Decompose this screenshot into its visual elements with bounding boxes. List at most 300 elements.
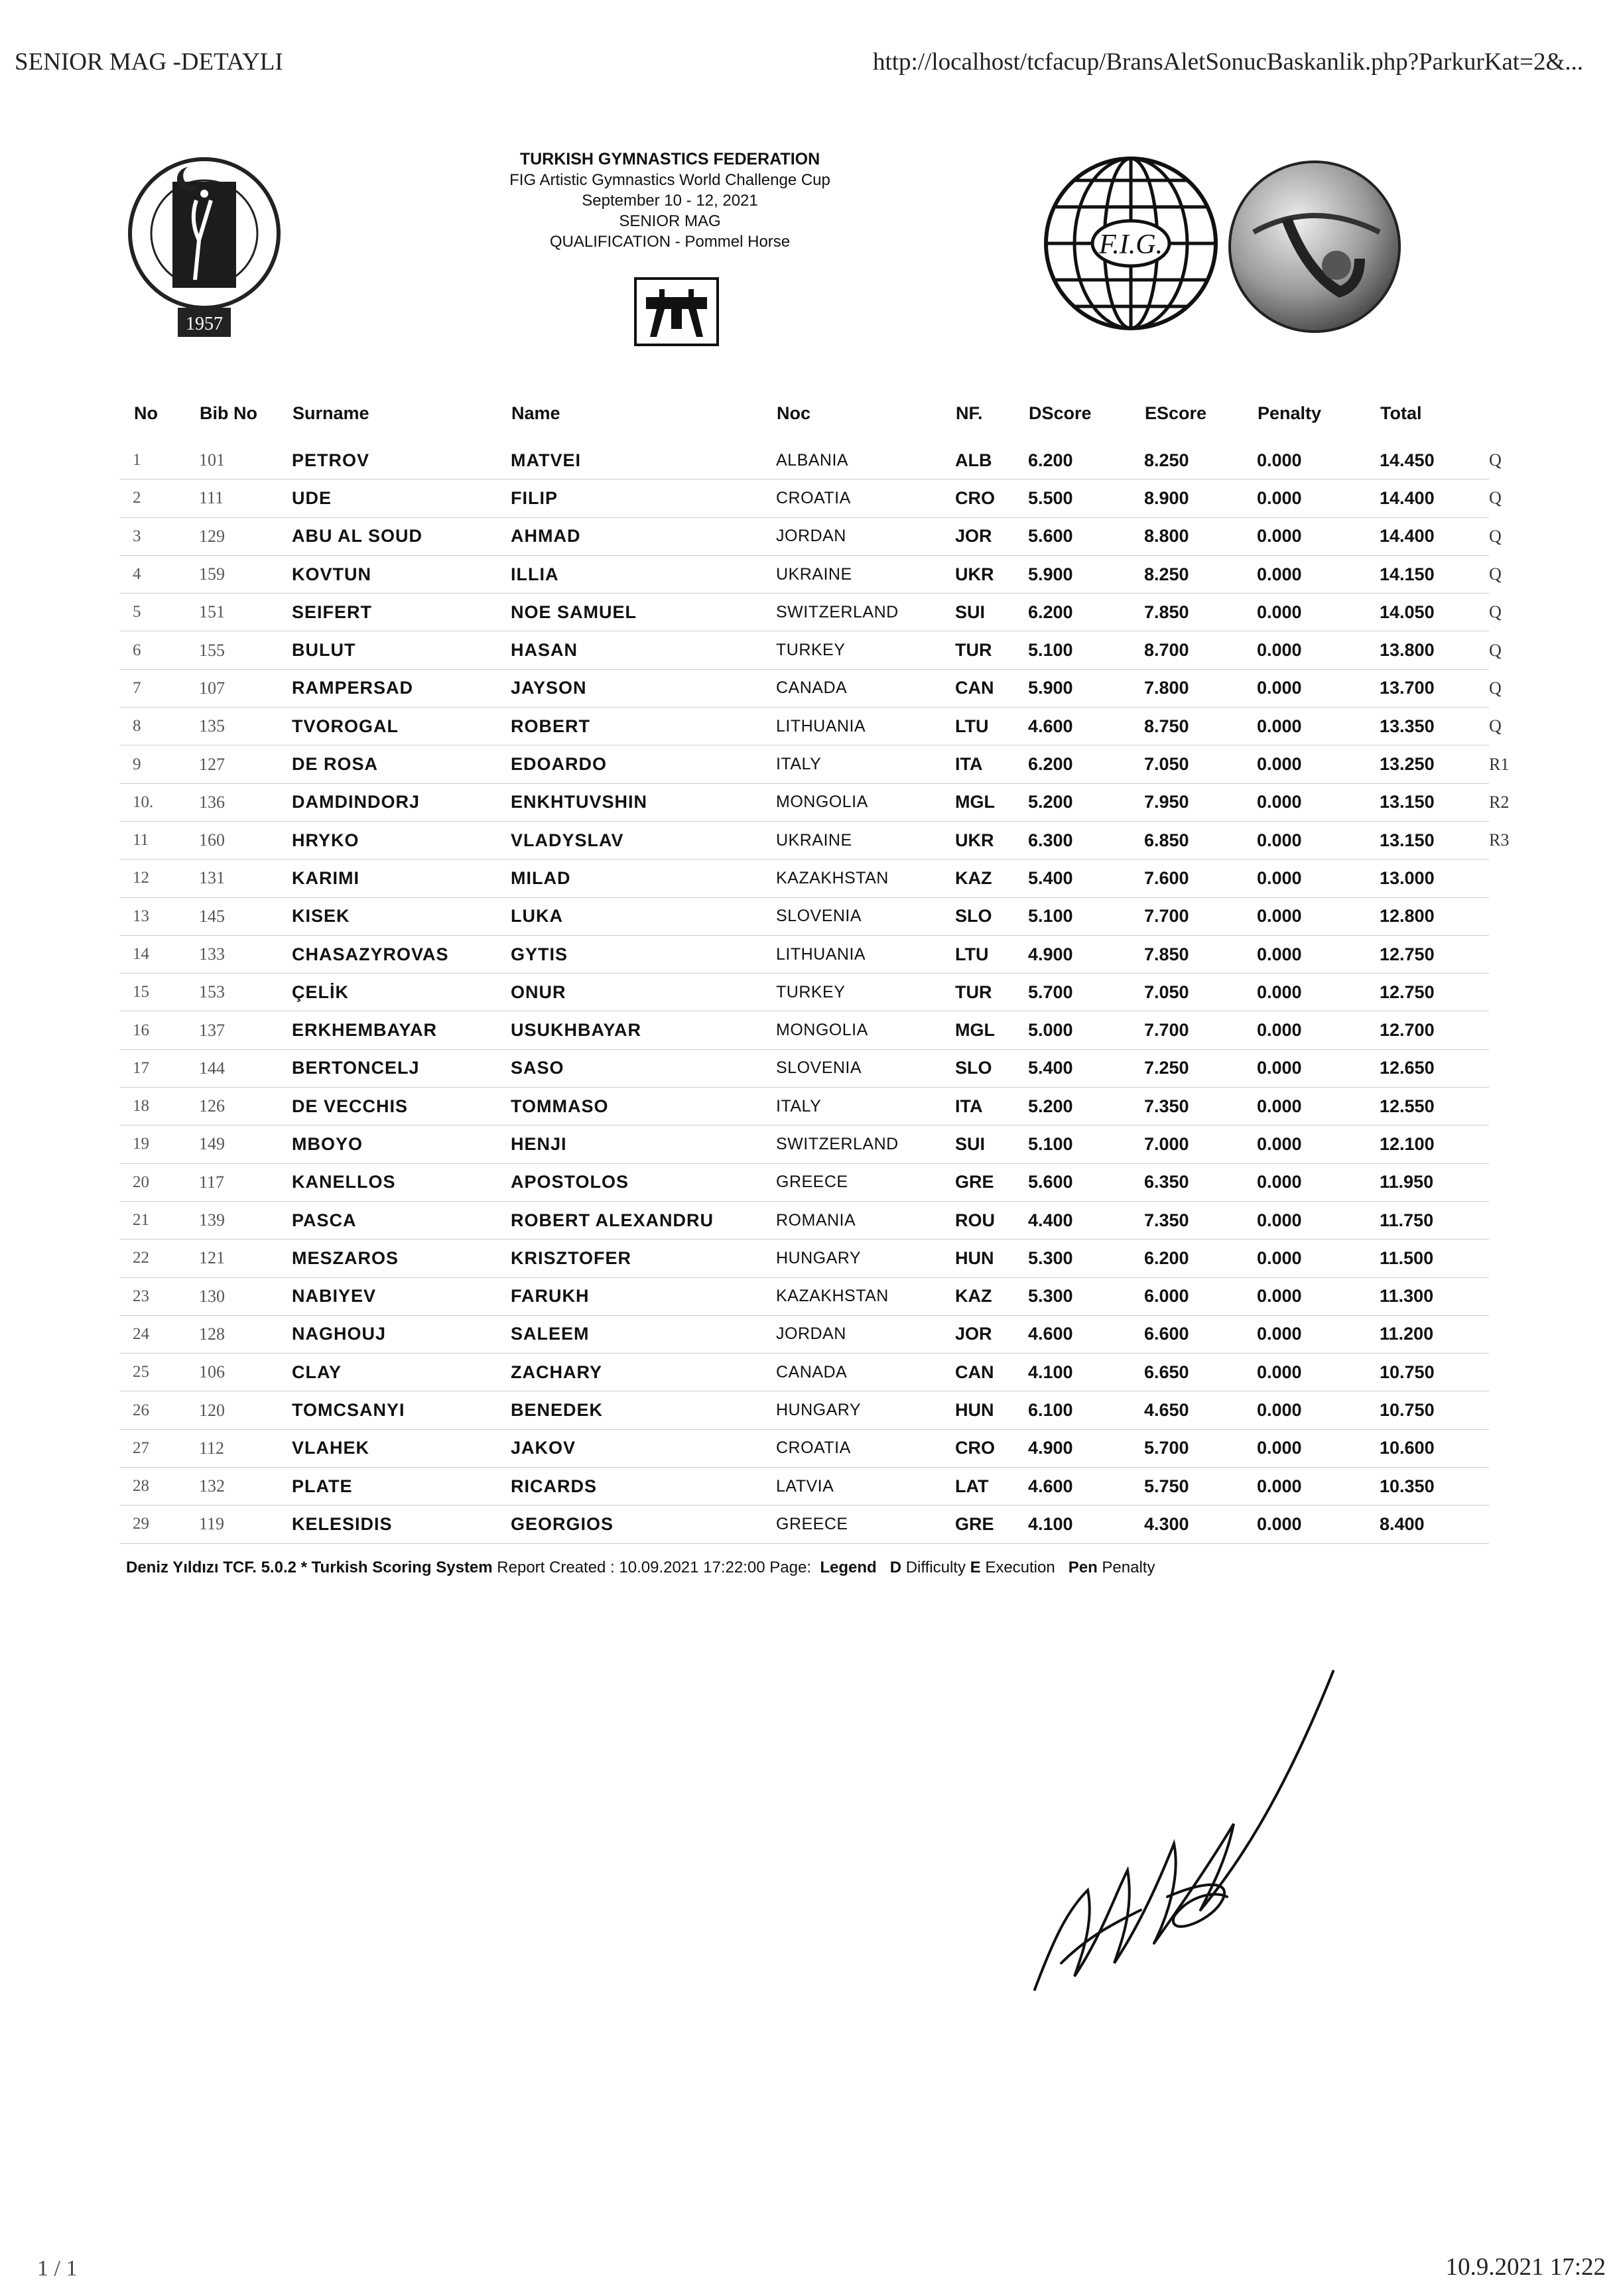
- cell-total: 12.750: [1380, 935, 1489, 973]
- cell-bib: 137: [199, 1011, 292, 1049]
- cell-dscore: 6.300: [1028, 821, 1144, 859]
- cell-name: SALEEM: [511, 1315, 776, 1353]
- cell-noc: GREECE: [776, 1505, 955, 1543]
- cell-name: TOMMASO: [511, 1088, 776, 1125]
- cell-surname: ÇELİK: [292, 974, 511, 1011]
- cell-penalty: 0.000: [1257, 974, 1380, 1011]
- cell-penalty: 0.000: [1257, 1315, 1380, 1353]
- cell-no: 3: [119, 517, 199, 555]
- cell-bib: 127: [199, 745, 292, 783]
- cell-penalty: 0.000: [1257, 442, 1380, 479]
- table-row: [119, 1468, 1522, 1505]
- cell-noc: ITALY: [776, 745, 955, 783]
- tcf-logo-year: 1957: [186, 314, 223, 334]
- cell-no: 4: [119, 555, 199, 593]
- cell-nf: LTU: [955, 935, 1028, 973]
- cell-nf: MGL: [955, 783, 1028, 821]
- cell-surname: MBOYO: [292, 1125, 511, 1163]
- cell-name: MILAD: [511, 860, 776, 897]
- cell-surname: DAMDINDORJ: [292, 783, 511, 821]
- cell-surname: UDE: [292, 479, 511, 517]
- footer-e-code: E: [970, 1559, 981, 1576]
- cell-qualification: [1489, 860, 1522, 897]
- cell-no: 14: [119, 935, 199, 973]
- pommel-horse-icon: [634, 277, 719, 346]
- report-footer: [126, 1559, 1155, 1577]
- cell-nf: KAZ: [955, 860, 1028, 897]
- cell-noc: CANADA: [776, 1354, 955, 1391]
- cell-name: ROBERT: [511, 708, 776, 745]
- cell-qualification: [1489, 1277, 1522, 1315]
- cell-no: 24: [119, 1315, 199, 1353]
- tcf-logo: [125, 154, 284, 348]
- cell-no: 20: [119, 1163, 199, 1201]
- table-row: [119, 1391, 1522, 1429]
- handwritten-signature: [1015, 1658, 1386, 2003]
- cell-penalty: 0.000: [1257, 1429, 1380, 1467]
- cell-nf: ITA: [955, 1088, 1028, 1125]
- fig-logo: [1041, 154, 1220, 333]
- cell-surname: KARIMI: [292, 860, 511, 897]
- cell-penalty: 0.000: [1257, 1505, 1380, 1543]
- cell-escore: 6.600: [1144, 1315, 1257, 1353]
- cell-dscore: 6.100: [1028, 1391, 1144, 1429]
- cell-name: AHMAD: [511, 517, 776, 555]
- cell-penalty: 0.000: [1257, 1163, 1380, 1201]
- cell-noc: GREECE: [776, 1163, 955, 1201]
- cell-dscore: 5.100: [1028, 897, 1144, 935]
- cell-escore: 7.050: [1144, 974, 1257, 1011]
- footer-d-text: Difficulty: [905, 1559, 966, 1576]
- cell-name: MATVEI: [511, 442, 776, 479]
- report-header: [398, 149, 942, 252]
- table-row: [119, 897, 1522, 935]
- table-row: [119, 1011, 1522, 1049]
- cell-nf: HUN: [955, 1391, 1028, 1429]
- cell-dscore: 5.100: [1028, 631, 1144, 669]
- federation-title: TURKISH GYMNASTICS FEDERATION: [519, 150, 820, 168]
- table-row: [119, 1354, 1522, 1391]
- footer-pen-code: Pen: [1068, 1559, 1098, 1576]
- cell-surname: RAMPERSAD: [292, 669, 511, 707]
- cell-dscore: 5.700: [1028, 974, 1144, 1011]
- cell-bib: 151: [199, 594, 292, 631]
- cell-total: 13.150: [1380, 821, 1489, 859]
- cell-nf: UKR: [955, 821, 1028, 859]
- cell-total: 14.050: [1380, 594, 1489, 631]
- cell-nf: ITA: [955, 745, 1028, 783]
- cell-penalty: 0.000: [1257, 821, 1380, 859]
- cell-nf: KAZ: [955, 1277, 1028, 1315]
- footer-software: Deniz Yıldızı TCF. 5.0.2: [126, 1559, 296, 1576]
- browser-datetime: 10.9.2021 17:22: [1445, 2254, 1606, 2281]
- cell-nf: ALB: [955, 442, 1028, 479]
- phase-label: QUALIFICATION - Pommel Horse: [549, 233, 791, 251]
- cell-total: 14.400: [1380, 479, 1489, 517]
- cell-surname: KANELLOS: [292, 1163, 511, 1201]
- cell-no: 1: [119, 442, 199, 479]
- cell-bib: 128: [199, 1315, 292, 1353]
- cell-surname: TVOROGAL: [292, 708, 511, 745]
- cell-escore: 7.600: [1144, 860, 1257, 897]
- cell-penalty: 0.000: [1257, 669, 1380, 707]
- table-row: [119, 935, 1522, 973]
- col-header-name: Name: [511, 403, 560, 423]
- cell-surname: NABIYEV: [292, 1277, 511, 1315]
- cell-bib: 119: [199, 1505, 292, 1543]
- cell-name: GYTIS: [511, 935, 776, 973]
- cell-escore: 6.200: [1144, 1240, 1257, 1277]
- cell-bib: 106: [199, 1354, 292, 1391]
- cell-dscore: 5.200: [1028, 1088, 1144, 1125]
- cell-dscore: 5.200: [1028, 783, 1144, 821]
- cell-escore: 7.950: [1144, 783, 1257, 821]
- cell-name: APOSTOLOS: [511, 1163, 776, 1201]
- cell-no: 13: [119, 897, 199, 935]
- table-row: [119, 1277, 1522, 1315]
- cell-qualification: [1489, 1429, 1522, 1467]
- cell-name: FARUKH: [511, 1277, 776, 1315]
- cell-surname: MESZAROS: [292, 1240, 511, 1277]
- col-header-total: Total: [1380, 403, 1422, 423]
- cell-total: 12.650: [1380, 1049, 1489, 1087]
- cell-total: 13.700: [1380, 669, 1489, 707]
- cell-escore: 7.700: [1144, 1011, 1257, 1049]
- cell-total: 13.150: [1380, 783, 1489, 821]
- cell-noc: CROATIA: [776, 1429, 955, 1467]
- cell-escore: 6.650: [1144, 1354, 1257, 1391]
- col-header-qual: [1489, 385, 1522, 442]
- cell-dscore: 6.200: [1028, 594, 1144, 631]
- cell-surname: DE VECCHIS: [292, 1088, 511, 1125]
- table-row: [119, 479, 1522, 517]
- cell-qualification: Q: [1489, 678, 1502, 698]
- cell-total: 12.550: [1380, 1088, 1489, 1125]
- table-row: [119, 1049, 1522, 1087]
- cell-no: 26: [119, 1391, 199, 1429]
- cell-escore: 4.300: [1144, 1505, 1257, 1543]
- cell-total: 12.100: [1380, 1125, 1489, 1163]
- cell-noc: MONGOLIA: [776, 783, 955, 821]
- cell-penalty: 0.000: [1257, 745, 1380, 783]
- cell-surname: BERTONCELJ: [292, 1049, 511, 1087]
- cell-bib: 111: [199, 479, 292, 517]
- cell-nf: SUI: [955, 594, 1028, 631]
- cell-bib: 130: [199, 1277, 292, 1315]
- footer-star: *: [300, 1559, 307, 1576]
- cell-escore: 8.250: [1144, 555, 1257, 593]
- table-row: [119, 669, 1522, 707]
- cell-surname: NAGHOUJ: [292, 1315, 511, 1353]
- cell-dscore: 4.600: [1028, 1468, 1144, 1505]
- cell-penalty: 0.000: [1257, 594, 1380, 631]
- cell-escore: 7.350: [1144, 1088, 1257, 1125]
- cell-surname: ABU AL SOUD: [292, 517, 511, 555]
- cell-surname: TOMCSANYI: [292, 1391, 511, 1429]
- cell-escore: 7.350: [1144, 1201, 1257, 1239]
- cell-no: 11: [119, 821, 199, 859]
- footer-pen-text: Penalty: [1102, 1559, 1155, 1576]
- table-row: [119, 1240, 1522, 1277]
- cell-dscore: 4.400: [1028, 1201, 1144, 1239]
- cell-no: 25: [119, 1354, 199, 1391]
- cell-total: 13.000: [1380, 860, 1489, 897]
- col-header-surname: Surname: [292, 403, 369, 423]
- cell-surname: KOVTUN: [292, 555, 511, 593]
- cell-bib: 112: [199, 1429, 292, 1467]
- cell-noc: SLOVENIA: [776, 1049, 955, 1087]
- table-row: [119, 1429, 1522, 1467]
- col-header-nf: NF.: [956, 403, 983, 423]
- cell-no: 15: [119, 974, 199, 1011]
- cell-name: VLADYSLAV: [511, 821, 776, 859]
- col-header-bib: Bib No: [200, 403, 257, 423]
- cell-total: 12.700: [1380, 1011, 1489, 1049]
- table-row: [119, 860, 1522, 897]
- cell-dscore: 5.100: [1028, 1125, 1144, 1163]
- cell-dscore: 5.000: [1028, 1011, 1144, 1049]
- cell-escore: 7.850: [1144, 594, 1257, 631]
- table-row: [119, 594, 1522, 631]
- cell-noc: TURKEY: [776, 631, 955, 669]
- cell-noc: LITHUANIA: [776, 935, 955, 973]
- cell-bib: 133: [199, 935, 292, 973]
- footer-legend-label: Legend: [820, 1559, 877, 1576]
- cell-penalty: 0.000: [1257, 1125, 1380, 1163]
- cell-dscore: 4.900: [1028, 1429, 1144, 1467]
- cell-noc: SWITZERLAND: [776, 1125, 955, 1163]
- cell-qualification: Q: [1489, 450, 1502, 470]
- cell-penalty: 0.000: [1257, 708, 1380, 745]
- cell-bib: 153: [199, 974, 292, 1011]
- cell-penalty: 0.000: [1257, 1354, 1380, 1391]
- cell-no: 19: [119, 1125, 199, 1163]
- table-row: [119, 1201, 1522, 1239]
- cell-nf: UKR: [955, 555, 1028, 593]
- cell-noc: TURKEY: [776, 974, 955, 1011]
- cell-total: 13.350: [1380, 708, 1489, 745]
- cell-nf: TUR: [955, 974, 1028, 1011]
- cell-name: SASO: [511, 1049, 776, 1087]
- cell-nf: SLO: [955, 1049, 1028, 1087]
- cell-dscore: 5.600: [1028, 517, 1144, 555]
- cell-surname: PETROV: [292, 442, 511, 479]
- cell-bib: 132: [199, 1468, 292, 1505]
- cell-noc: ALBANIA: [776, 442, 955, 479]
- cell-escore: 7.700: [1144, 897, 1257, 935]
- cell-noc: KAZAKHSTAN: [776, 860, 955, 897]
- cell-qualification: [1489, 1391, 1522, 1429]
- cell-name: ROBERT ALEXANDRU: [511, 1201, 776, 1239]
- gymnast-photo: [1227, 159, 1403, 335]
- cell-escore: 8.700: [1144, 631, 1257, 669]
- col-header-penalty: Penalty: [1258, 403, 1322, 423]
- cell-total: 14.150: [1380, 555, 1489, 593]
- cell-noc: SLOVENIA: [776, 897, 955, 935]
- cell-no: 28: [119, 1468, 199, 1505]
- cell-nf: JOR: [955, 517, 1028, 555]
- cell-qualification: [1489, 1505, 1522, 1543]
- cell-name: HASAN: [511, 631, 776, 669]
- cell-no: 6: [119, 631, 199, 669]
- cell-qualification: Q: [1489, 602, 1502, 622]
- cell-bib: 145: [199, 897, 292, 935]
- table-row: [119, 1125, 1522, 1163]
- cell-noc: KAZAKHSTAN: [776, 1277, 955, 1315]
- cell-dscore: 5.300: [1028, 1240, 1144, 1277]
- cell-name: KRISZTOFER: [511, 1240, 776, 1277]
- cell-no: 12: [119, 860, 199, 897]
- cell-total: 14.450: [1380, 442, 1489, 479]
- cell-escore: 6.000: [1144, 1277, 1257, 1315]
- cell-surname: BULUT: [292, 631, 511, 669]
- table-row: [119, 517, 1522, 555]
- cell-escore: 6.350: [1144, 1163, 1257, 1201]
- cell-no: 29: [119, 1505, 199, 1543]
- cell-bib: 135: [199, 708, 292, 745]
- cell-surname: PLATE: [292, 1468, 511, 1505]
- cell-noc: LITHUANIA: [776, 708, 955, 745]
- cell-penalty: 0.000: [1257, 897, 1380, 935]
- cell-name: HENJI: [511, 1125, 776, 1163]
- cell-qualification: [1489, 1125, 1522, 1163]
- cell-no: 21: [119, 1201, 199, 1239]
- cell-escore: 7.050: [1144, 745, 1257, 783]
- cell-no: 18: [119, 1088, 199, 1125]
- browser-url[interactable]: http://localhost/tcfacup/BransAletSonucBaskanlik.php?ParkurKat=2&...: [872, 48, 1583, 76]
- table-row: [119, 821, 1522, 859]
- cell-nf: GRE: [955, 1163, 1028, 1201]
- cell-bib: 101: [199, 442, 292, 479]
- cell-name: ONUR: [511, 974, 776, 1011]
- cell-dscore: 5.500: [1028, 479, 1144, 517]
- cell-bib: 129: [199, 517, 292, 555]
- cell-no: 5: [119, 594, 199, 631]
- table-row: [119, 1163, 1522, 1201]
- cell-bib: 131: [199, 860, 292, 897]
- cell-dscore: 5.900: [1028, 555, 1144, 593]
- cell-escore: 7.000: [1144, 1125, 1257, 1163]
- cell-qualification: Q: [1489, 640, 1502, 660]
- cell-escore: 7.250: [1144, 1049, 1257, 1087]
- cell-qualification: [1489, 974, 1522, 1011]
- table-row: [119, 745, 1522, 783]
- cell-surname: VLAHEK: [292, 1429, 511, 1467]
- cell-name: JAKOV: [511, 1429, 776, 1467]
- cell-surname: KISEK: [292, 897, 511, 935]
- cell-dscore: 4.600: [1028, 1315, 1144, 1353]
- cell-name: EDOARDO: [511, 745, 776, 783]
- cell-name: NOE SAMUEL: [511, 594, 776, 631]
- cell-qualification: [1489, 1163, 1522, 1201]
- cell-nf: SUI: [955, 1125, 1028, 1163]
- category-label: SENIOR MAG: [619, 212, 721, 230]
- cell-name: FILIP: [511, 479, 776, 517]
- cell-name: GEORGIOS: [511, 1505, 776, 1543]
- cell-qualification: [1489, 1088, 1522, 1125]
- cell-no: 2: [119, 479, 199, 517]
- cell-no: 17: [119, 1049, 199, 1087]
- cell-noc: HUNGARY: [776, 1391, 955, 1429]
- cell-name: LUKA: [511, 897, 776, 935]
- cell-dscore: 5.400: [1028, 1049, 1144, 1087]
- cell-no: 16: [119, 1011, 199, 1049]
- table-row: [119, 631, 1522, 669]
- cell-qualification: Q: [1489, 488, 1502, 508]
- cell-name: ENKHTUVSHIN: [511, 783, 776, 821]
- event-dates: September 10 - 12, 2021: [582, 192, 758, 210]
- cell-surname: ERKHEMBAYAR: [292, 1011, 511, 1049]
- cell-noc: ROMANIA: [776, 1201, 955, 1239]
- cell-name: USUKHBAYAR: [511, 1011, 776, 1049]
- cell-dscore: 4.600: [1028, 708, 1144, 745]
- cell-no: 9: [119, 745, 199, 783]
- footer-report-created: Report Created : 10.09.2021 17:22:00 Page:: [497, 1559, 811, 1576]
- cell-bib: 117: [199, 1163, 292, 1201]
- cell-escore: 8.800: [1144, 517, 1257, 555]
- cell-total: 11.200: [1380, 1315, 1489, 1353]
- cell-name: JAYSON: [511, 669, 776, 707]
- cell-penalty: 0.000: [1257, 783, 1380, 821]
- cell-total: 10.600: [1380, 1429, 1489, 1467]
- table-row: [119, 1315, 1522, 1353]
- cell-nf: CAN: [955, 1354, 1028, 1391]
- cell-surname: CHASAZYROVAS: [292, 935, 511, 973]
- cell-penalty: 0.000: [1257, 1240, 1380, 1277]
- cell-nf: ROU: [955, 1201, 1028, 1239]
- cell-nf: CRO: [955, 1429, 1028, 1467]
- cell-surname: PASCA: [292, 1201, 511, 1239]
- cell-qualification: R1: [1489, 754, 1510, 774]
- cell-escore: 5.700: [1144, 1429, 1257, 1467]
- cell-qualification: [1489, 935, 1522, 973]
- cell-no: 8: [119, 708, 199, 745]
- cell-total: 14.400: [1380, 517, 1489, 555]
- cell-bib: 121: [199, 1240, 292, 1277]
- cell-noc: JORDAN: [776, 517, 955, 555]
- fig-logo-text: F.I.G.: [1098, 229, 1163, 260]
- cell-nf: CAN: [955, 669, 1028, 707]
- cell-escore: 8.750: [1144, 708, 1257, 745]
- cell-noc: HUNGARY: [776, 1240, 955, 1277]
- cell-noc: MONGOLIA: [776, 1011, 955, 1049]
- table-row: [119, 974, 1522, 1011]
- cell-dscore: 4.900: [1028, 935, 1144, 973]
- cell-name: RICARDS: [511, 1468, 776, 1505]
- cell-qualification: Q: [1489, 526, 1502, 546]
- cell-escore: 8.900: [1144, 479, 1257, 517]
- cell-qualification: [1489, 1240, 1522, 1277]
- cell-escore: 6.850: [1144, 821, 1257, 859]
- cell-escore: 7.850: [1144, 935, 1257, 973]
- cell-bib: 107: [199, 669, 292, 707]
- cell-nf: TUR: [955, 631, 1028, 669]
- cell-total: 8.400: [1380, 1505, 1489, 1543]
- cell-noc: LATVIA: [776, 1468, 955, 1505]
- cell-surname: DE ROSA: [292, 745, 511, 783]
- cell-noc: JORDAN: [776, 1315, 955, 1353]
- cell-no: 23: [119, 1277, 199, 1315]
- cell-penalty: 0.000: [1257, 860, 1380, 897]
- cell-penalty: 0.000: [1257, 1011, 1380, 1049]
- cell-penalty: 0.000: [1257, 1088, 1380, 1125]
- cell-nf: MGL: [955, 1011, 1028, 1049]
- cell-nf: GRE: [955, 1505, 1028, 1543]
- cell-total: 11.300: [1380, 1277, 1489, 1315]
- event-title: FIG Artistic Gymnastics World Challenge Cup: [509, 171, 830, 189]
- cell-noc: CROATIA: [776, 479, 955, 517]
- cell-qualification: R2: [1489, 792, 1510, 812]
